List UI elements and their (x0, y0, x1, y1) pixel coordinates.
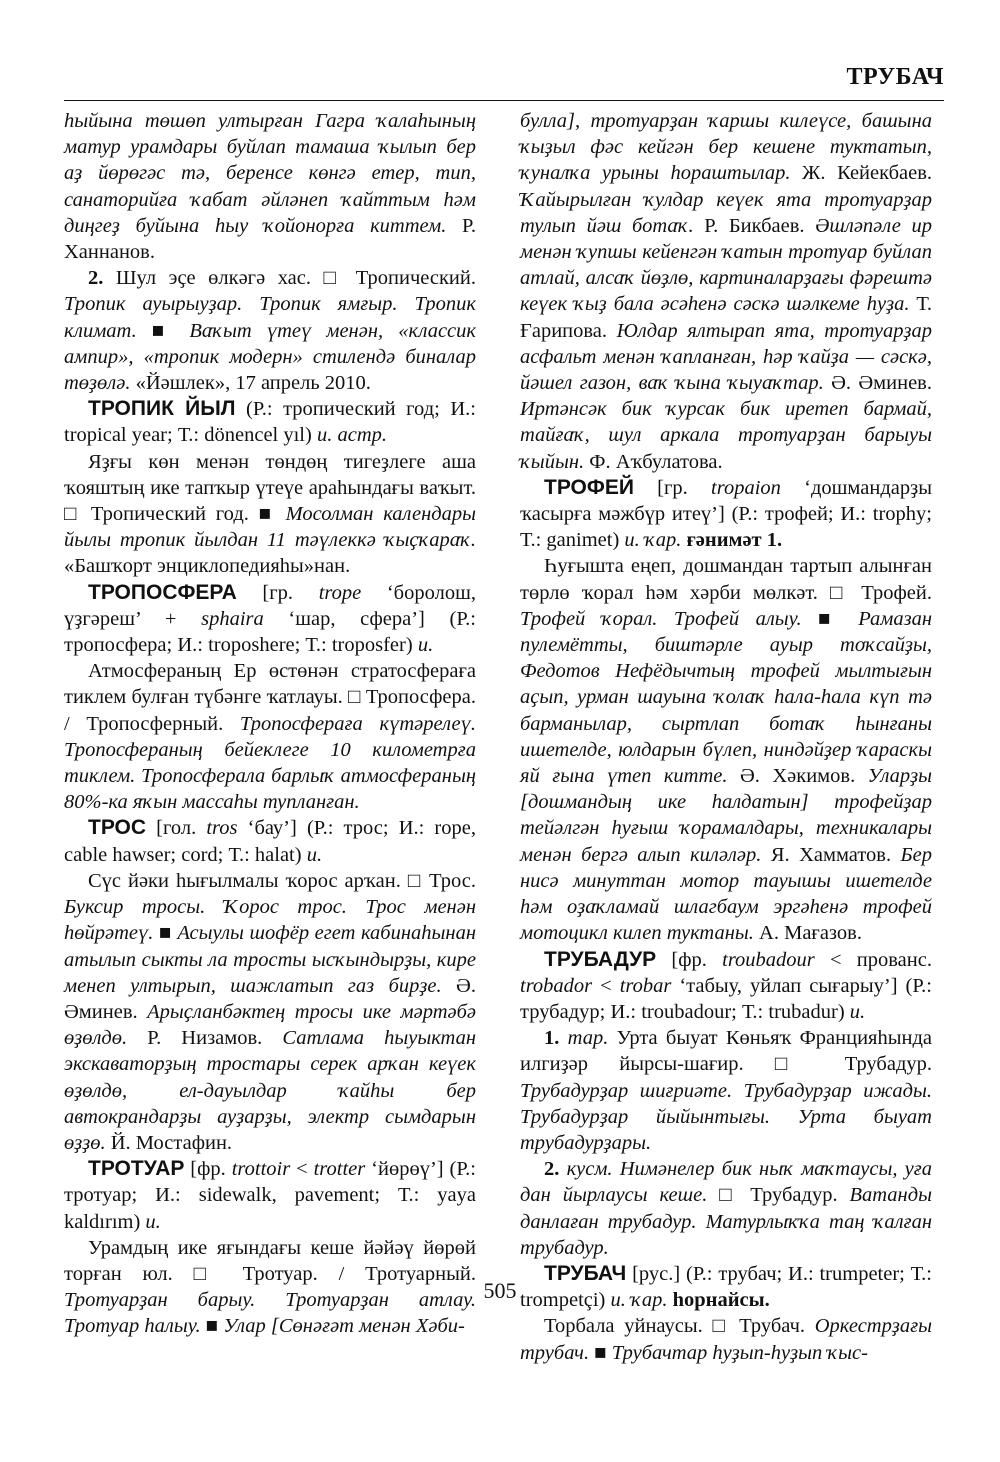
text-run: Атмосфераның Ер өстөнән стратосфераға тиклем булған түбәнге ҡатлауы. □ Тропосфера. / Тропосферный. (64, 660, 476, 735)
text-run: Ҡайырылған ҡулдар кеүек ята тротуарҙар тулып йәш ботаҡ. (520, 188, 932, 237)
text-run: Буксир тросы. Ҡорос трос. Трос менән hөйрәтеү. (64, 896, 476, 945)
text-run: Әшләпәле ир менән ҡупшы кейенгән ҡатын тротуар буйлап атлай, алсаҡ йөҙлө, картиналарҙағы фәрештә кеүек ҡыҙ бала әсәhенә сәскә шәлкеме hуҙа. (520, 214, 932, 316)
text-run: ■ (136, 319, 190, 342)
text-run: Трубадурҙар шиғриәте. Трубадурҙар ижады. Трубадурҙар йыйынтығы. Урта быуат трубадурҙары. (520, 1079, 932, 1154)
text-run: Сатлама hыуыктан экскаваторҙың тростары серек арҡан кеүек өҙөлдө, ел-дауылдар ҡайhы бер автокрандарҙы ауҙарҙы, электр сымдарын өҙҙө. (64, 1027, 476, 1154)
entry-paragraph (520, 1156, 932, 1261)
right-column (520, 108, 932, 1366)
running-head: ТРУБАЧ (846, 64, 944, 90)
text-run: Й. Мостафин. (105, 1131, 233, 1154)
text-run: и. (145, 1210, 161, 1233)
text-run: Ваҡыт үтеү менән, «классик ампир», «тропик модерн» стилендә биналар төҙөлә. (64, 319, 476, 395)
entry-paragraph (520, 1025, 932, 1156)
text-run: Я. Хамматов. (761, 843, 901, 866)
text-run: и. ҡар. (624, 529, 682, 552)
text-run: Рамазан пулемётты, биштәрле ауыр тоҡсайҙы, Федотов Нефёдычтың трофей мылтығын аҫып, урман шауына ҡолаҡ hала-hала күп тә барманылар, сыртлап ботаҡ hынғаны ишетелде, юлдарын бүлеп, ниндәйҙер ҡараскы яй ғына үтеп китте. (520, 607, 932, 788)
text-run: ■ (200, 1315, 224, 1338)
text-run (613, 1158, 620, 1180)
header-rule (64, 100, 944, 101)
entry-paragraph (520, 108, 932, 475)
text-run: Нимәнелер бик ныҡ маҡтаусы, уға дан йырлаусы кеше. (520, 1158, 933, 1207)
entry-paragraph (64, 658, 476, 815)
text-run: Һуғышта еңеп, дошмандан тартып алынған төрлө ҡорал hәм хәрби мөлкәт. □ Трофей. (520, 555, 932, 604)
text-run: Тропосфераға күтәрелеү. Тропосфераның бейеклеге 10 километрға тиклем. Тропосферала барлыҡ атмосфераның 80%-ка яҡын массаhы тупланған. (64, 712, 476, 814)
text-run: Ф. Аҡбулатова. (584, 450, 723, 473)
text-run: ‘йөрөү’] (Р.: тротуар; И.: sidewalk, pavement; Т.: yaya kaldırım) (64, 1158, 476, 1233)
text-run: tropaion (711, 476, 781, 499)
entry-trubadur (520, 947, 932, 1026)
text-run (559, 1027, 567, 1049)
text-run: Ә. Әминев. (823, 372, 932, 395)
text-run: и. астр. (316, 424, 387, 447)
text-run: trobador (520, 974, 593, 997)
entry-paragraph (64, 265, 476, 396)
text-run: «Йәшлек», 17 апрель 2010. (130, 372, 371, 395)
text-run: Уларҙы [дошмандың ике hалдатын] трофейҙар тейәлгән hуғыш ҡорамалдары, техникалары менән бергә алып киләләр. (520, 765, 933, 866)
entry-paragraph (64, 108, 476, 265)
text-run: тар. (567, 1027, 609, 1050)
text-run: Ватанды данлаған трубадур. Матурлыҡҡа таң ҡалған трубадур. (520, 1184, 932, 1259)
text-run: (Р.: тропический год; И.: tropical year; Т.: dönencel yıl) (64, 398, 476, 447)
text-run: ‘бау’] (Р.: трос; И.: rope, cable hawser; cord; Т.: halat) (64, 817, 476, 866)
text-run: ‘дошмандарҙы ҡасырға мәжбүр итеү’] (Р.: трофей; И.: trophy; Т.: ganimet) (520, 476, 932, 552)
entry-troposfera (64, 580, 476, 659)
text-run: и. ҡар. (610, 1289, 668, 1312)
text-run: «Башҡорт энциклопедияhы»нан. (64, 555, 351, 578)
entry-tros (64, 815, 476, 867)
headword: ТРОС (88, 816, 147, 840)
text-run: Р. Ханнанов. (64, 214, 476, 264)
text-run: Оркестрҙағы трубач. (520, 1315, 932, 1364)
text-run: Тропик ауырыуҙар. Тропик ямғыр. Тропик климат. (64, 293, 476, 342)
text-run: Бер нисә минуттан мотор тауышы ишетелде hәм оҙаҡламай шлагбаум эргәhенә трофей мотоцикл килеп туктаны. (520, 843, 932, 945)
entry-paragraph (520, 553, 932, 946)
headword: ТРУБАЧ (544, 1261, 627, 1285)
text-run: Тротуарҙан барыу. Тротуарҙан атлау. Тротуар hалыу. (64, 1289, 476, 1338)
text-run: < (290, 1158, 314, 1181)
text-run: □ Трубадур. (707, 1184, 850, 1207)
text-run: Торбала уйнаусы. □ Трубач. (544, 1315, 815, 1338)
text-run: кусм. (566, 1158, 613, 1181)
text-run: [гр. (236, 581, 319, 604)
text-run: и. (849, 1000, 866, 1023)
text-run: ‘табыу, уйлап сығарыу’] (Р.: трубадур; И.: troubadour; Т.: trubadur) (520, 974, 932, 1023)
headword: ТРОТУАР (88, 1157, 185, 1181)
text-run: Трофей ҡорал. Трофей алыу. (520, 607, 802, 630)
entry-trotuar (64, 1156, 476, 1235)
text-run: < прованс. (814, 948, 932, 971)
text-run: trotter (313, 1158, 366, 1181)
text-run: Трубачтар hуҙып-hуҙып ҡыс- (611, 1341, 868, 1364)
text-run: Урамдың ике яғындағы кеше йәйәү йөрөй торған юл. □ Тротуар. / Тротуарный. (64, 1236, 476, 1285)
text-run: ■ (153, 922, 178, 945)
text-run: [гол. (146, 817, 207, 840)
text-run: Р. Бикбаев. (693, 214, 816, 237)
headword: ТРОФЕЙ (544, 475, 634, 499)
text-run: и. (417, 634, 434, 657)
text-run: и. (306, 843, 323, 866)
text-run: Иртәнсәк бик ҡурсак бик иретеп бармай, тайғаҡ, шул аркала тротуарҙан барыуы ҡыйын. (520, 398, 932, 473)
page-number: 505 (483, 1278, 517, 1303)
text-run: < (592, 974, 620, 997)
text-run: ■ (801, 607, 859, 630)
text-run: hыйына төшөп ултырған Гагра ҡалаhының матур урамдары буйлап тамаша ҡылып бер аҙ йөрөгәс тә, беренсе көнгә етер, тип, санаторийға ҡабат әйләнеп ҡайттым һәм диңгеҙ буйына hыу ҡойонорға киттем. (64, 110, 476, 237)
text-run: 2. (544, 1158, 560, 1181)
text-run: ғәнимәт 1. (681, 529, 783, 552)
left-column (64, 108, 476, 1340)
text-run: [фр. (656, 948, 723, 971)
text-run (559, 1158, 566, 1180)
text-run: troubadour (722, 948, 815, 971)
text-run: Яҙғы көн менән төндөң тигеҙлеге аша ҡояштың ике тапҡыр үтеүе араhындағы ваҡыт. □ Тропический год. ■ (64, 450, 476, 526)
text-run: Урта быуат Көньяҡ Францияhында илгиҙәр йырсы-шағир. □ Трубадур. (520, 1027, 932, 1076)
text-run: Р. Низамов. (127, 1027, 283, 1050)
text-run: [гр. (633, 476, 712, 499)
entry-tropik-yyl (64, 396, 476, 448)
text-run: Ә. Әминев. (64, 974, 476, 1023)
text-run: Сүс йәки hығылмалы ҡорос арҡан. □ Трос. (88, 869, 476, 892)
text-run: [рус.] (Р.: трубач; И.: trumpeter; Т.: trompetçi) (520, 1262, 932, 1312)
headword: ТРУБАДУР (544, 947, 657, 971)
text-run: sphaira (201, 607, 264, 630)
text-run: Т. Ғарипова. (520, 293, 932, 342)
text-run: ■ (589, 1341, 612, 1364)
text-run: Юлдар ялтырап ята, тротуарҙар асфальт менән ҡапланған, hәр ҡайҙа — сәскә, йәшел газон, ваҡ ҡына ҡыуаҡтар. (520, 319, 932, 395)
text-run: [фр. (184, 1158, 232, 1181)
entry-paragraph (64, 868, 476, 1156)
text-run: ‘шар, сфера’] (Р.: тропосфера; И.: troposhere; Т.: troposfer) (64, 607, 476, 657)
text-run: 1. (544, 1027, 560, 1050)
entry-paragraph (520, 1313, 932, 1365)
text-run: hорнайсы. (667, 1289, 770, 1312)
text-run: tros (206, 817, 238, 840)
text-run: Ә. Хәкимов. (727, 765, 868, 788)
text-run: trobar (619, 974, 672, 997)
text-run: ‘боролош, үҙгәреш’ + (64, 581, 476, 630)
text-run: 2. (88, 267, 104, 290)
headword: ТРОПОСФЕРА (88, 580, 237, 604)
text-run: Мосолман календары йылы тропик йылдан 11 тәүлеккә ҡыҫҡараҡ. (64, 503, 476, 552)
entry-paragraph (64, 449, 476, 580)
text-run: Ж. Кейекбаев. (790, 162, 933, 185)
text-run: trottoir (231, 1158, 291, 1181)
text-run: trope (318, 581, 362, 604)
headword: ТРОПИК ЙЫЛ (88, 397, 236, 421)
text-run: А. Мағазов. (753, 922, 862, 945)
entry-trofey (520, 475, 932, 554)
text-run: Асыулы шофёр егет кабинаhынан атылып сыкты ла тросты ысҡындырҙы, кире менеп ултырып, шажлатып газ бирҙе. (64, 922, 476, 997)
text-run: Шул эҫе өлкәгә хас. □ Тропический. (103, 267, 476, 290)
text-run: Арыҫланбәктең тросы ике мәртәбә өҙөлдө. (64, 1000, 477, 1050)
text-run: Улар [Сөнәғәт менән Хәби- (223, 1315, 465, 1338)
text-run: булла], тротуарҙан ҡаршы килеүсе, башына ҡыҙыл фәс кейгән бер кешене туктатып, ҡуналҡа урыны hораштылар. (520, 110, 932, 185)
